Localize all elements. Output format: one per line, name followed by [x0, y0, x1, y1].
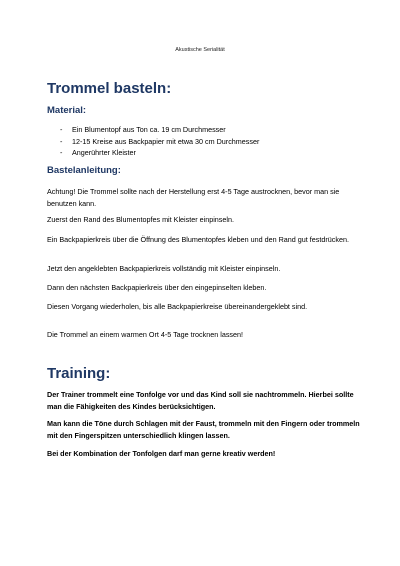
material-heading: Material: — [47, 105, 87, 116]
list-item: - 12-15 Kreise aus Backpapier mit etwa 30 cm Durchmesser — [60, 136, 260, 146]
section-title-training: Training: — [47, 365, 111, 382]
page-header: Akustische Serialität — [175, 47, 225, 53]
training-paragraph: Der Trainer trommelt eine Tonfolge vor und das Kind soll sie nachtrommeln. Hierbei sollte man die Fähigkeiten des Kindes berücksichtigen. — [47, 390, 354, 411]
training-paragraph: Man kann die Töne durch Schlagen mit der Faust, trommeln mit den Fingern oder trommeln mit den Fingerspitzen unterschiedlich klingen lassen. — [47, 419, 360, 440]
instruction-paragraph: Dann den nächsten Backpapierkreis über den eingepinselten kleben. — [47, 283, 267, 292]
bastelanleitung-heading: Bastelanleitung: — [47, 165, 121, 176]
instruction-paragraph: Jetzt den angeklebten Backpapierkreis vollständig mit Kleister einpinseln. — [47, 264, 281, 273]
instruction-paragraph: Diesen Vorgang wiederholen, bis alle Backpapierkreise übereinandergeklebt sind. — [47, 302, 308, 311]
dash-bullet: - — [60, 136, 63, 146]
list-item: - Angerührter Kleister — [60, 148, 136, 157]
list-item: - Ein Blumentopf aus Ton ca. 19 cm Durchmesser — [60, 125, 226, 134]
dash-bullet: - — [60, 125, 63, 134]
dash-bullet: - — [60, 148, 63, 157]
training-paragraph: Bei der Kombination der Tonfolgen darf man gerne kreativ werden! — [47, 449, 276, 458]
instruction-paragraph: Achtung! Die Trommel sollte nach der Herstellung erst 4-5 Tage austrocknen, bevor man sie benutzen kann. — [47, 187, 340, 208]
instruction-paragraph: Zuerst den Rand des Blumentopfes mit Kleister einpinseln. — [47, 215, 234, 224]
section-title-trommel-basteln: Trommel basteln: — [47, 80, 172, 97]
material-list — [60, 124, 259, 159]
instruction-paragraph: Die Trommel an einem warmen Ort 4-5 Tage trocknen lassen! — [47, 330, 244, 339]
instruction-paragraph: Ein Backpapierkreis über die Öffnung des Blumentopfes kleben und den Rand gut festdrücken. — [47, 235, 349, 244]
